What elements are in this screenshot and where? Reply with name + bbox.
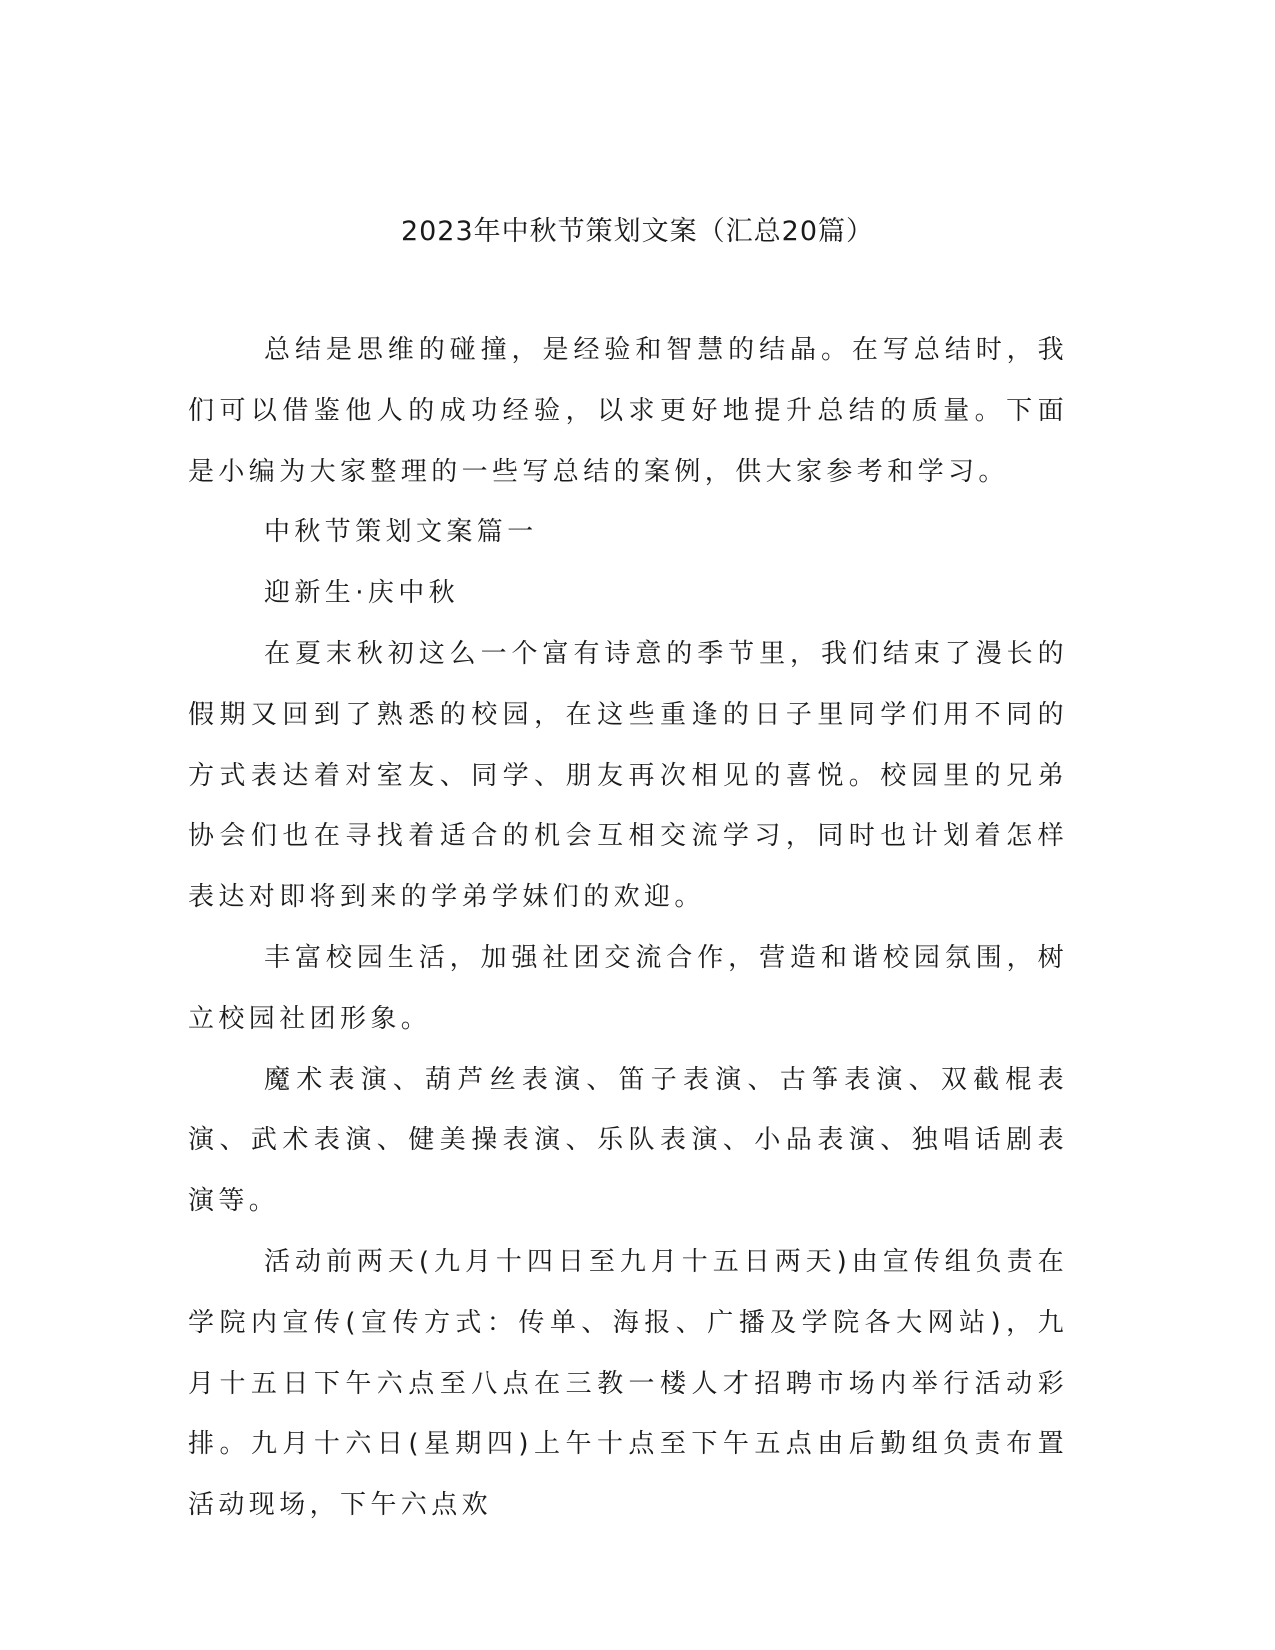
body-paragraph: 丰富校园生活，加强社团交流合作，营造和谐校园氛围，树立校园社团形象。 bbox=[188, 942, 1068, 1034]
body-paragraph: 活动前两天(九月十四日至九月十五日两天)由宣传组负责在学院内宣传(宣传方式：传单、海报、广播及学院各大网站)，九月十五日下午六点至八点在三教一楼人才招聘市场内举行活动彩排。九月十六日(星期四)上午十点至下午五点由后勤组负责布置活动现场，下午六点欢 bbox=[188, 1246, 1068, 1521]
document-title: 2023年中秋节策划文案（汇总20篇） bbox=[400, 216, 875, 247]
section-subtitle: 迎新生·庆中秋 bbox=[264, 578, 460, 609]
body-paragraph: 在夏末秋初这么一个富有诗意的季节里，我们结束了漫长的假期又回到了熟悉的校园，在这些重逢的日子里同学们用不同的方式表达着对室友、同学、朋友再次相见的喜悦。校园里的兄弟协会们也在寻找着适合的机会互相交流学习，同时也计划着怎样表达对即将到来的学弟学妹们的欢迎。 bbox=[188, 638, 1068, 913]
document-body bbox=[188, 320, 1068, 1536]
section-heading: 中秋节策划文案篇一 bbox=[264, 517, 538, 548]
body-paragraph: 魔术表演、葫芦丝表演、笛子表演、古筝表演、双截棍表演、武术表演、健美操表演、乐队表演、小品表演、独唱话剧表演等。 bbox=[188, 1064, 1068, 1217]
intro-paragraph: 总结是思维的碰撞，是经验和智慧的结晶。在写总结时，我们可以借鉴他人的成功经验，以求更好地提升总结的质量。下面是小编为大家整理的一些写总结的案例，供大家参考和学习。 bbox=[188, 335, 1068, 487]
